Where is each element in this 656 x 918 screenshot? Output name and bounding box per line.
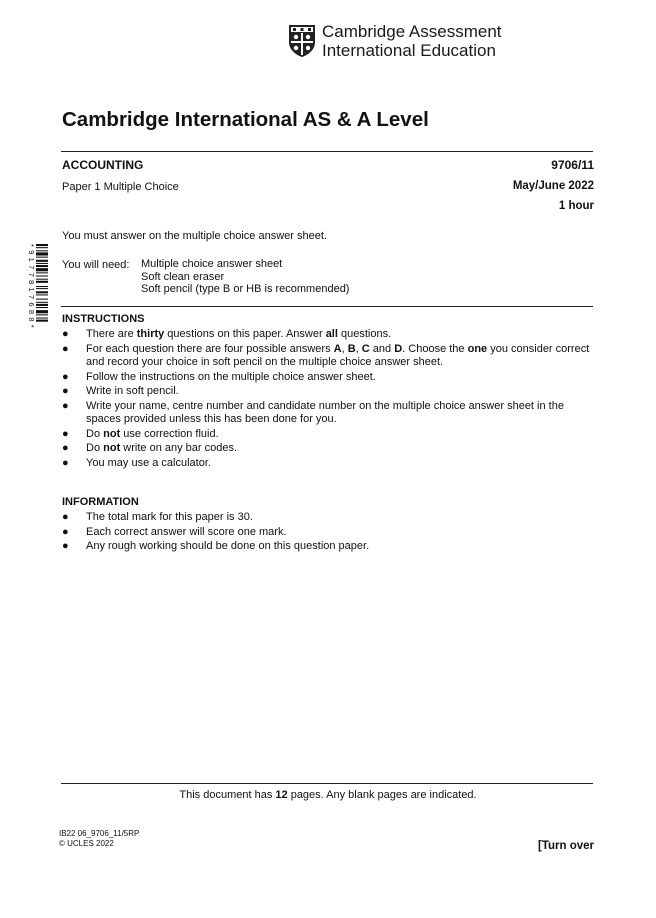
logo-line-1: Cambridge Assessment (322, 22, 502, 41)
instructions-heading: INSTRUCTIONS (62, 313, 145, 325)
barcode-bar (36, 265, 48, 267)
barcode-bar (36, 257, 48, 258)
bullet-icon: ● (62, 385, 69, 397)
barcode-bar (36, 250, 48, 251)
instructions-list (62, 328, 600, 471)
barcode-bar (36, 276, 48, 277)
list-item: ● Each correct answer will score one mark. (62, 525, 287, 538)
header-rule (61, 151, 593, 152)
list-item: ● Do not use correction fluid. (62, 427, 219, 440)
need-list (141, 258, 349, 296)
turn-over-label: [Turn over (537, 840, 594, 852)
list-item: ● For each question there are four possible answers A, B, C and D. Choose the one you consider correct and record your choice in soft pencil on the multiple choice answer sheet. (62, 342, 590, 368)
barcode-bar (36, 320, 48, 322)
barcode-bar (36, 281, 48, 283)
bullet-icon: ● (62, 525, 69, 538)
information-list (62, 511, 600, 555)
crest-icon (288, 24, 316, 58)
barcode-bar (36, 318, 48, 319)
need-item: Multiple choice answer sheet (141, 258, 283, 270)
copyright: © UCLES 2022 (59, 839, 114, 848)
need-item: Soft pencil (type B or HB is recommended) (141, 283, 350, 295)
barcode-bar (36, 314, 48, 315)
list-item: ● Do not write on any bar codes. (62, 442, 238, 454)
reference-code: IB22 06_9706_11/5RP (59, 829, 140, 838)
bullet-icon: ● (62, 342, 69, 355)
cambridge-logo (288, 22, 502, 62)
subject-name: ACCOUNTING (62, 158, 144, 172)
bullet-icon: ● (62, 399, 69, 412)
candidate-barcode (26, 244, 48, 370)
exam-session: May/June 2022 (512, 180, 594, 192)
document-reference (59, 829, 139, 849)
instructions-rule (61, 306, 593, 307)
barcode-bar (36, 291, 48, 293)
paper-name: Paper 1 Multiple Choice (62, 181, 179, 193)
barcode-bar (36, 288, 48, 289)
barcode-bar (36, 286, 48, 287)
answer-sheet-note: You must answer on the multiple choice answer sheet. (62, 230, 327, 242)
bullet-icon: ● (62, 427, 69, 440)
list-item: ● Write your name, centre number and candidate number on the multiple choice answer sheet in the spaces provided unless this has been done for you. (62, 399, 564, 425)
list-item: ● Write in soft pencil. (62, 385, 179, 397)
page-count-note: This document has 12 pages. Any blank pages are indicated. (179, 789, 477, 801)
bullet-icon: ● (62, 456, 69, 469)
information-heading: INFORMATION (62, 496, 139, 508)
barcode-digits: * 9 1 7 7 8 1 7 6 8 8 * (27, 244, 36, 329)
bullet-icon: ● (62, 511, 69, 523)
syllabus-code: 9706/11 (551, 158, 594, 172)
barcode-bar (36, 310, 48, 313)
barcode-bar (36, 302, 48, 303)
barcode-bar (36, 307, 48, 308)
list-item: ● The total mark for this paper is 30. (62, 511, 253, 523)
qualification-title: Cambridge International AS & A Level (62, 108, 429, 131)
bullet-icon: ● (62, 540, 69, 552)
barcode-bar (36, 299, 48, 300)
barcode-bar (36, 304, 48, 306)
barcode-bar (36, 247, 48, 248)
barcode-bar (36, 272, 48, 273)
exam-duration: 1 hour (558, 200, 594, 212)
logo-line-2: International Education (322, 41, 496, 60)
barcode-bar (36, 294, 48, 295)
list-item: ● Follow the instructions on the multiple choice answer sheet. (62, 370, 376, 383)
barcode-bar (36, 260, 48, 262)
barcode-bar (36, 279, 48, 280)
bullet-icon: ● (62, 442, 69, 454)
need-item: Soft clean eraser (141, 270, 225, 283)
bullet-icon: ● (62, 328, 69, 340)
list-item: ● Any rough working should be done on this question paper. (62, 540, 370, 552)
barcode-bar (36, 244, 48, 246)
barcode-bar (36, 263, 48, 264)
footer-rule (61, 783, 593, 784)
list-item: ● There are thirty questions on this paper. Answer all questions. (62, 328, 392, 340)
need-label: You will need: (62, 259, 130, 271)
barcode-bar (36, 252, 48, 255)
barcode-bar (36, 268, 48, 271)
list-item: ● You may use a calculator. (62, 456, 211, 469)
bullet-icon: ● (62, 370, 69, 383)
